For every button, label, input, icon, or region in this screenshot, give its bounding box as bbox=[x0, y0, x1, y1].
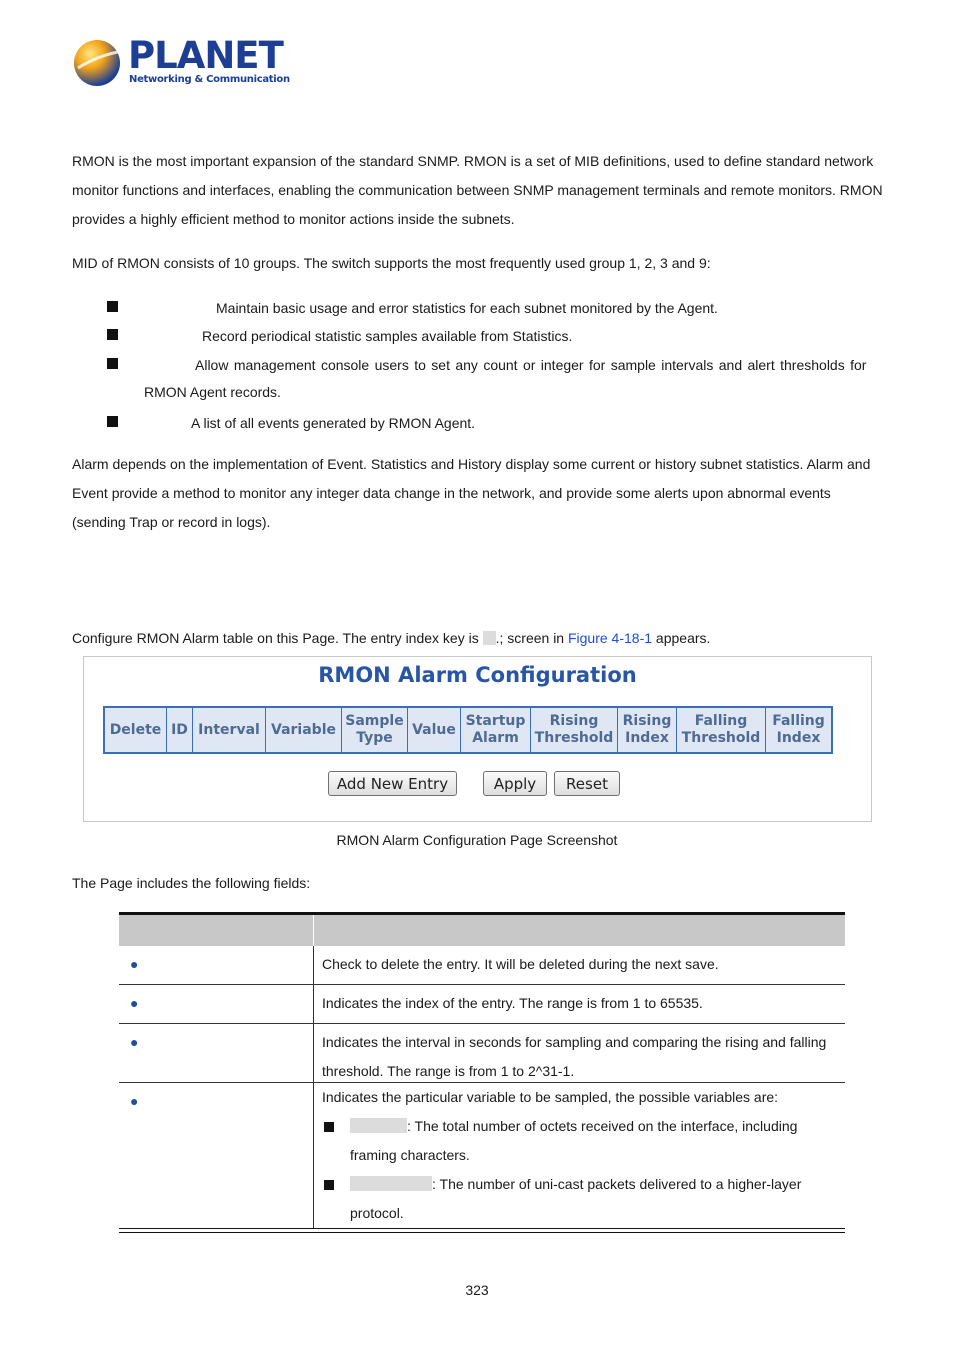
page-number: 323 bbox=[465, 1282, 489, 1298]
intro-paragraph-2: MID of RMON consists of 10 groups. The switch supports the most frequently used group 1, 2, 3 and 9: bbox=[72, 255, 711, 271]
table-row bbox=[119, 1083, 845, 1228]
table-row bbox=[119, 985, 845, 1024]
col-startup-alarm: Startup Alarm bbox=[461, 707, 531, 753]
col-id: ID bbox=[167, 707, 193, 753]
rmon-alarm-screenshot bbox=[83, 656, 872, 822]
logo-tagline: Networking & Communication bbox=[129, 74, 290, 85]
col-variable: Variable bbox=[266, 707, 342, 753]
bullet-alarm-continued: RMON Agent records. bbox=[144, 384, 281, 400]
field-description: Indicates the index of the entry. The range is from 1 to 65535. bbox=[322, 995, 703, 1011]
bullet-square-icon bbox=[324, 1180, 334, 1190]
add-new-entry-button[interactable]: Add New Entry bbox=[328, 771, 457, 796]
variable-name-placeholder bbox=[350, 1118, 407, 1133]
screenshot-title: RMON Alarm Configuration bbox=[318, 663, 637, 687]
config-intro-before: Configure RMON Alarm table on this Page. The entry index key is bbox=[72, 630, 483, 646]
bullet-statistics-text: Maintain basic usage and error statistics for each subnet monitored by the Agent. bbox=[216, 300, 718, 316]
bullet-square-icon bbox=[107, 301, 118, 312]
field-description: Check to delete the entry. It will be deleted during the next save. bbox=[322, 956, 719, 972]
bullet-dot-icon: ● bbox=[130, 1093, 139, 1109]
field-description: Indicates the interval in seconds for sampling and comparing the rising and falling threshold. The range is from 1 to 2^31-1. bbox=[322, 1034, 827, 1079]
bullet-square-icon bbox=[107, 329, 118, 340]
col-falling-threshold: Falling Threshold bbox=[677, 707, 766, 753]
reset-button[interactable]: Reset bbox=[554, 771, 620, 796]
planet-logo bbox=[72, 34, 290, 92]
table-row bbox=[119, 946, 845, 985]
col-rising-index: Rising Index bbox=[618, 707, 677, 753]
table-row bbox=[119, 1024, 845, 1083]
alarm-config-table bbox=[103, 706, 833, 754]
fields-intro: The Page includes the following fields: bbox=[72, 875, 311, 891]
intro-paragraph-1: RMON is the most important expansion of the standard SNMP. RMON is a set of MIB definitions, used to define standard network monitor functions and interfaces, enabling the communication between SNMP management terminals and remote monitors. RMON provides a highly efficient method to monitor actions inside the subnets. bbox=[72, 153, 883, 227]
fields-table-header bbox=[119, 914, 845, 946]
col-rising-threshold: Rising Threshold bbox=[531, 707, 618, 753]
intro-paragraph-3: Alarm depends on the implementation of Event. Statistics and History display some current or history subnet statistics. Alarm and Event provide a method to monitor any integer data change in the network, and provide some alerts upon abnormal events (sending Trap or record in logs). bbox=[72, 456, 871, 530]
col-sample-type: Sample Type bbox=[342, 707, 408, 753]
index-key-placeholder bbox=[483, 631, 496, 645]
col-interval: Interval bbox=[193, 707, 266, 753]
fields-table bbox=[119, 912, 845, 1233]
bullet-dot-icon: ● bbox=[130, 956, 139, 972]
config-intro-after: .; screen in bbox=[495, 630, 568, 646]
col-delete: Delete bbox=[104, 707, 167, 753]
bullet-square-icon bbox=[107, 416, 118, 427]
list-item: : The number of uni-cast packets delivered to a higher-layer protocol. bbox=[322, 1170, 837, 1228]
apply-button[interactable]: Apply bbox=[483, 771, 547, 796]
field-description-variable bbox=[314, 1083, 845, 1228]
bullet-history-text: Record periodical statistic samples available from Statistics. bbox=[202, 328, 573, 344]
col-value: Value bbox=[408, 707, 461, 753]
bullet-event-text: A list of all events generated by RMON Agent. bbox=[191, 415, 476, 431]
config-intro-line bbox=[72, 628, 710, 648]
figure-link[interactable]: Figure 4-18-1 bbox=[567, 630, 653, 646]
field-description: Indicates the particular variable to be sampled, the possible variables are: bbox=[322, 1089, 779, 1105]
bullet-alarm-text: Allow management console users to set any count or integer for sample intervals and alert thresholds for bbox=[195, 357, 867, 373]
figure-caption: RMON Alarm Configuration Page Screenshot bbox=[336, 832, 618, 848]
col-falling-index: Falling Index bbox=[766, 707, 833, 753]
bullet-dot-icon: ● bbox=[130, 1034, 139, 1050]
variable-name-placeholder bbox=[350, 1176, 432, 1191]
alarm-table-header-row bbox=[104, 707, 832, 753]
list-item: : The total number of octets received on the interface, including framing characters. bbox=[322, 1112, 837, 1170]
globe-icon bbox=[72, 38, 124, 88]
bullet-square-icon bbox=[107, 358, 118, 369]
config-intro-end: appears. bbox=[652, 630, 711, 646]
logo-wordmark: PLANET bbox=[128, 34, 283, 77]
bullet-square-icon bbox=[324, 1122, 334, 1132]
bullet-dot-icon: ● bbox=[130, 995, 139, 1011]
